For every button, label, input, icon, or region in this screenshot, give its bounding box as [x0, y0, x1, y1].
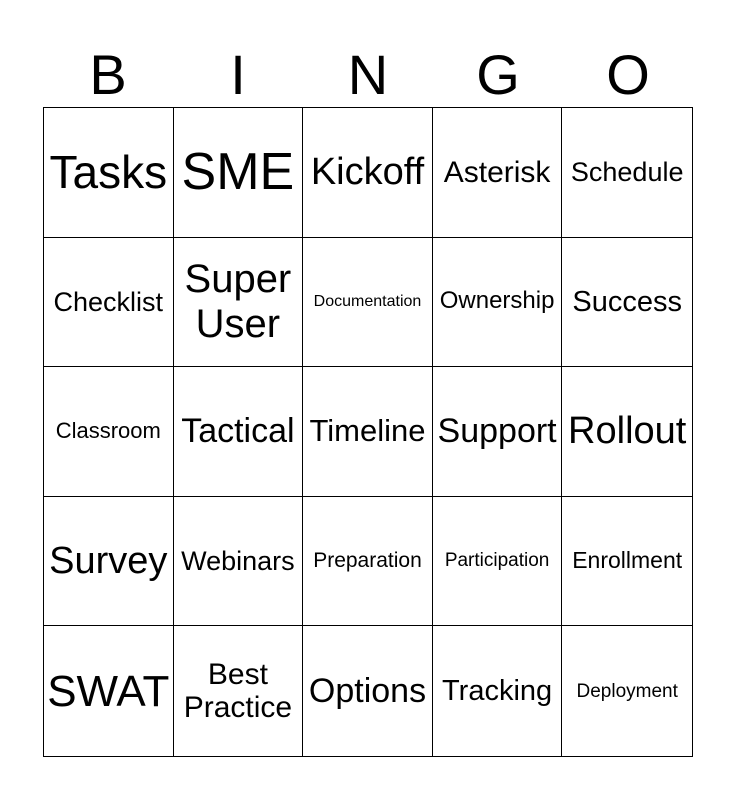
bingo-cell-text: Documentation [313, 292, 422, 310]
header-letter-g: G [476, 43, 520, 106]
bingo-cell[interactable] [562, 626, 692, 756]
bingo-cell[interactable] [433, 497, 563, 627]
bingo-cell[interactable] [44, 367, 174, 497]
bingo-cell-text: Tracking [442, 674, 553, 707]
header-letter-b: B [89, 43, 127, 106]
bingo-cell-text: Survey [49, 539, 168, 582]
bingo-cell[interactable] [174, 626, 304, 756]
bingo-cell-text: Participation [444, 550, 550, 572]
bingo-cell-text: Checklist [53, 286, 164, 317]
bingo-cell[interactable] [174, 497, 304, 627]
bingo-cell-text: Success [572, 285, 682, 318]
bingo-cell[interactable] [44, 626, 174, 756]
bingo-cell-text: Support [437, 412, 557, 451]
bingo-cell-text: SWAT [47, 666, 170, 716]
bingo-cell[interactable] [433, 238, 563, 368]
bingo-cell-text: Kickoff [310, 151, 425, 194]
bingo-header [43, 42, 693, 108]
header-letter-n: N [347, 43, 389, 106]
bingo-cell[interactable] [433, 108, 563, 238]
bingo-cell[interactable] [174, 108, 304, 238]
bingo-cell-text: Webinars [181, 545, 295, 576]
bingo-cell-text: Schedule [570, 157, 684, 188]
bingo-cell[interactable] [174, 238, 304, 368]
bingo-cell[interactable] [44, 108, 174, 238]
bingo-cell-text: Classroom [55, 418, 161, 444]
bingo-cell[interactable] [44, 497, 174, 627]
bingo-cell-text: Deployment [576, 680, 678, 702]
bingo-cell-text: Rollout [568, 410, 687, 453]
bingo-cell[interactable] [303, 626, 433, 756]
bingo-cell-text: Timeline [309, 413, 426, 449]
header-letter-i: I [230, 43, 246, 106]
bingo-cell[interactable] [303, 367, 433, 497]
bingo-cell-text: Tasks [49, 145, 168, 198]
bingo-cell-text: Tactical [181, 412, 295, 451]
bingo-cell[interactable] [433, 626, 563, 756]
header-letter-o: O [606, 43, 650, 106]
bingo-cell-text: Options [308, 672, 427, 711]
bingo-board [43, 107, 693, 757]
bingo-cell[interactable] [303, 497, 433, 627]
bingo-cell-text: Preparation [313, 549, 422, 573]
bingo-cell[interactable] [433, 367, 563, 497]
bingo-cell-text: Best Practice [183, 657, 293, 725]
bingo-cell[interactable] [303, 108, 433, 238]
bingo-cell-text: Super User [184, 257, 292, 346]
bingo-cell-text: Ownership [439, 287, 555, 315]
bingo-cell[interactable] [562, 238, 692, 368]
bingo-cell[interactable] [174, 367, 304, 497]
bingo-cell[interactable] [562, 108, 692, 238]
bingo-cell[interactable] [562, 367, 692, 497]
bingo-cell-text: SME [181, 143, 295, 202]
bingo-cell[interactable] [562, 497, 692, 627]
bingo-cell[interactable] [44, 238, 174, 368]
bingo-cell-text: Asterisk [443, 155, 551, 189]
bingo-cell-text: Enrollment [572, 547, 683, 574]
bingo-cell[interactable] [303, 238, 433, 368]
